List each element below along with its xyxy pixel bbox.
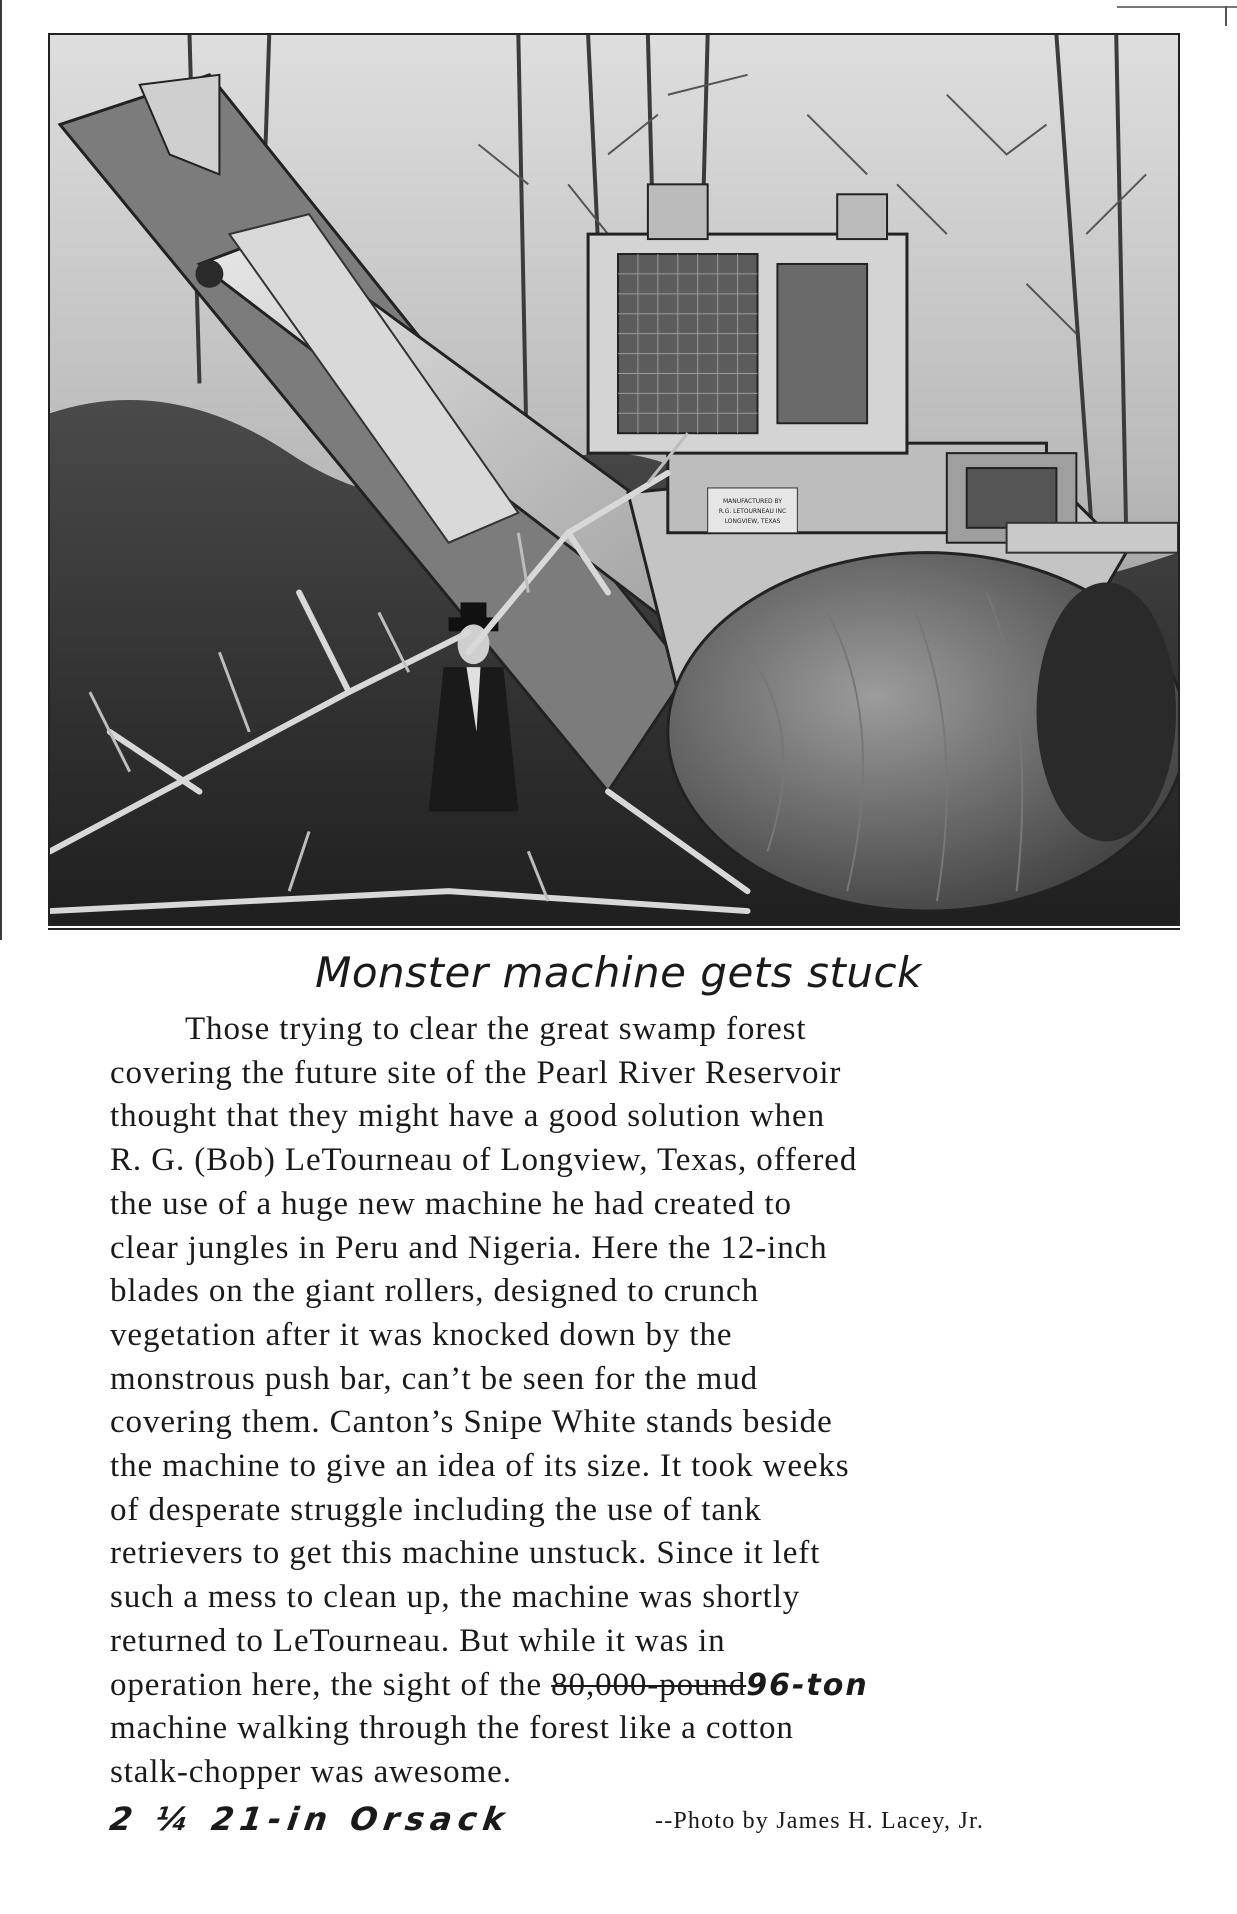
body-line: of desperate struggle including the use of tank [110,1491,762,1528]
body-line: stalk-chopper was awesome. [110,1753,512,1790]
article-title: Monster machine gets stuck [315,948,922,997]
body-line: retrievers to get this machine unstuck. Since it left [110,1535,821,1572]
body-line: blades on the giant rollers, designed to crunch [110,1273,759,1310]
body-line: such a mess to clean up, the machine was shortly [110,1579,801,1616]
body-line: the machine to give an idea of its size. It took weeks [110,1448,850,1485]
body-line: clear jungles in Peru and Nigeria. Here the 12-inch [110,1229,828,1266]
svg-text:R.G. LETOURNEAU INC: R.G. LETOURNEAU INC [718,507,787,515]
body-line: vegetation after it was knocked down by the [110,1316,733,1353]
body-line: Those trying to clear the great swamp forest [185,1011,807,1047]
body-line: R. G. (Bob) LeTourneau of Longview, Texas, offered [110,1142,858,1179]
handwritten-size-note: 2 ¼ 21-in Orsack [107,1800,513,1838]
body-line: monstrous push bar, can’t be seen for the mud [110,1360,759,1397]
manufacturer-plate: MANUFACTURED BY [723,497,782,505]
page-edge-rule [0,0,2,940]
handwritten-correction: 96-ton [746,1667,869,1703]
page-corner-rule [1117,6,1237,8]
roller-end [1037,583,1177,842]
caption-divider [48,928,1180,930]
body-line-corrected [110,1664,1170,1708]
body-line: thought that they might have a good solution when [110,1098,826,1135]
body-line-prefix: operation here, the sight of the [110,1666,552,1703]
body-line: covering them. Canton’s Snipe White stands beside [110,1404,833,1441]
page-corner-tick [1225,6,1227,26]
body-line: returned to LeTourneau. But while it was in [110,1622,726,1659]
photo-credit: --Photo by James H. Lacey, Jr. [655,1808,985,1834]
body-line: the use of a huge new machine he had created to [110,1185,792,1222]
body-line: covering the future site of the Pearl River Reservoir [110,1054,842,1091]
body-line: machine walking through the forest like a cotton [110,1710,794,1747]
struck-weight-text: 80,000-pound [551,1666,747,1703]
newspaper-photo [48,33,1180,926]
svg-text:LONGVIEW, TEXAS: LONGVIEW, TEXAS [724,517,781,525]
article-body [110,1008,1170,1795]
photo-illustration [50,35,1178,924]
